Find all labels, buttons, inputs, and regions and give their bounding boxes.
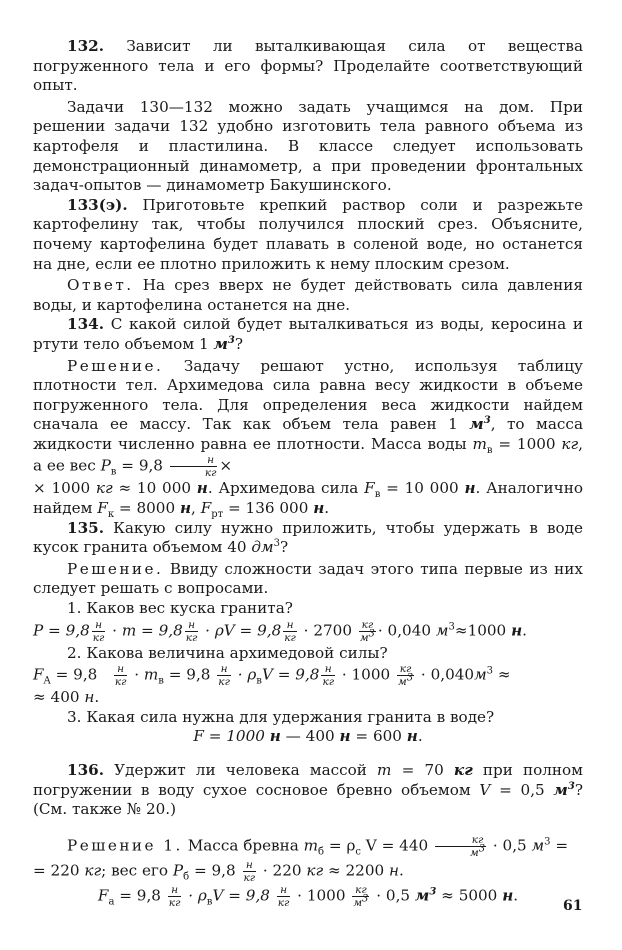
solution-text: . Аналогично найдем [33,479,583,518]
fraction-numerator: н [114,663,128,676]
formula: · 2700 [298,621,357,640]
solution-text: = 9,8 [116,456,168,475]
formula: · 1000 [337,665,395,684]
problem-text: Удержит ли человека массой [104,761,378,779]
teacher-note-132: Задачи 130—132 можно задать учащимся на дом. При решении задачи 132 удобно изготовить тела равного объема из картофеля и пластилина. В классе следует использовать демонстрационный динамометр, а при проведении фронтальных задач-опытов — динамометр Бакушинского. [33,97,583,195]
unit: м [353,896,363,909]
fraction-denominator [397,672,414,689]
unit: дм [251,538,274,557]
fraction-numerator: н [217,663,231,676]
symbol: P [100,456,111,475]
solution-text: = 220 [33,861,85,880]
subscript: в [256,675,262,687]
fraction [283,619,297,644]
problem-136 [33,761,583,820]
fraction-numerator: н [321,663,335,676]
question-3: 3. Какая сила нужна для удержания гранита в воде? [67,707,495,726]
problem-135 [33,519,583,558]
exponent: 3 [567,780,575,792]
formula: ≈ 5000 [436,886,503,905]
formula: F = 1000 [193,727,270,746]
subscript: б [183,871,190,883]
solution-text: = 9,8 [189,861,241,880]
solution-text: = 10 000 [380,479,465,498]
unit: кг [84,861,102,880]
symbol: V [479,780,491,799]
formula: · 0,5 [371,886,415,905]
solution-text: , [191,499,201,518]
solution-134-cont [33,479,583,521]
solution-134 [33,357,583,480]
formula: · ρ [183,886,207,905]
symbol: m [377,761,392,779]
problem-text: ? [234,334,244,353]
unit: н [269,727,281,746]
question-2: 2. Какова величина архимедовой силы? [67,643,388,662]
unit: м [474,665,487,684]
solution-text: Ввиду сложности задач этого типа первые из них следует решать с вопросами. [33,559,583,598]
exponent: 3 [544,836,551,848]
problem-text: = 70 [391,761,454,779]
formula: · 0,040 [416,665,475,684]
solution-text: = [550,836,569,855]
solution-text: × [219,456,233,475]
fraction-numerator: кг [359,619,376,632]
equation-3 [33,727,583,747]
solution-text: ≈ 10 000 [112,479,197,498]
fraction-denominator [352,893,369,909]
symbol: F [364,479,375,498]
fraction [397,663,414,688]
fraction [114,663,128,688]
unit: н [84,688,95,707]
unit: кг [561,434,579,453]
unit: м [213,334,228,353]
problem-text: ? [279,538,289,557]
exponent: 3 [273,538,280,550]
fraction-numerator: н [243,859,257,872]
formula: = 9,8 [114,886,166,905]
problem-number: 135. [67,518,104,537]
page-number: 61 [563,898,583,914]
subscript: б [318,846,325,858]
problem-number: 134. [67,315,104,334]
fraction-numerator: кг [435,834,486,847]
subscript: a [108,896,115,908]
fraction [359,619,376,644]
solution-label: Решение. [67,559,164,578]
exponent: 3 [486,665,494,677]
subscript: в [374,489,381,501]
problem-text: = 0,5 [490,780,554,799]
fraction-denominator: кг [284,631,296,644]
fraction [435,834,486,859]
fraction [243,859,257,884]
fraction-numerator: н [283,619,297,632]
problem-134 [33,315,583,354]
equation-2 [33,663,583,688]
solution-136 [33,834,583,859]
formula: . [522,621,527,640]
unit: кг [95,479,113,498]
fraction [185,619,199,644]
formula: = 9,8 [163,665,216,684]
unit: н [196,479,208,498]
formula: · ρ [232,665,257,684]
solution-text: = ρ [324,836,356,855]
formula: V = 9,8 [261,665,320,684]
solution-text: · 0,5 [488,836,532,855]
subscript: к [107,509,115,521]
formula: · 0,040 [377,621,436,640]
exponent: 3 [448,621,455,633]
equation-4 [33,884,583,909]
solution-text: . [399,861,404,880]
problem-text: при полном погружении в воду сухое сосновое бревно объемом [33,761,583,799]
fraction-denominator [435,843,486,859]
fraction-denominator: кг [322,676,335,689]
subscript: в [110,467,117,478]
equation-2-cont [33,688,583,708]
formula: · m = 9,8 [107,621,183,640]
unit: н [179,499,192,518]
exponent: 3 [227,334,235,346]
solution-label: Решение. [67,356,164,375]
fraction-denominator: кг [185,631,198,644]
formula: ≈ 400 [33,688,85,707]
formula: V = 9,8 [212,886,275,905]
formula: · 1000 [292,886,351,905]
equation-1 [33,619,583,644]
unit: н [511,621,523,640]
symbol: F [200,499,212,518]
fraction-numerator: н [185,619,199,632]
formula: F [33,665,44,684]
solution-text: V = 440 [360,836,433,855]
unit: н [464,479,476,498]
solution-text: ; вес его [101,861,173,880]
formula: . [94,688,100,707]
fraction-denominator: кг [204,467,217,480]
unit: м [531,836,545,855]
problem-number: 133(э). [67,195,128,214]
solution-text: · 220 [258,861,307,880]
fraction-denominator: кг [277,896,290,909]
unit: м [398,676,407,689]
problem-text: С какой силой будет выталкиваться из воды, керосина и ртути тело объемом 1 [33,315,583,353]
solution-text: × 1000 [33,479,96,498]
fraction-numerator: н [168,884,182,897]
unit: кг [306,861,324,880]
fraction-denominator: кг [92,631,105,644]
symbol: F [97,499,108,518]
exponent: 3 [368,628,375,640]
subscript: в [486,444,493,456]
formula: . [513,886,519,905]
unit: м [414,886,430,905]
exponent: 3 [429,886,437,898]
formula: — 400 [280,727,340,746]
formula: ≈1000 [454,621,512,640]
fraction-numerator: н [170,454,218,467]
fraction [352,884,369,909]
subscript: A [43,675,51,687]
fraction-denominator: кг [168,896,181,909]
unit: м [359,631,369,644]
solution-135 [33,560,583,599]
formula: . [417,727,423,746]
unit: н [339,727,351,746]
symbol: m [472,434,487,453]
solution-136-cont [33,859,583,884]
exponent: 3 [483,415,491,427]
fraction [217,663,231,688]
symbol: P [172,861,184,880]
unit: н [313,499,325,518]
exponent: 3 [478,843,486,855]
subscript: в [206,896,213,908]
formula: · ρV = 9,8 [200,621,282,640]
formula: = 600 [350,727,407,746]
fraction-numerator: н [92,619,106,632]
subscript: в [158,675,164,687]
problem-text: ? (См. также № 20.) [33,780,583,819]
solution-text: = 1000 [492,434,562,453]
solution-text: ≈ 2200 [323,861,390,880]
solution-text: Масса бревна [182,836,304,855]
fraction-denominator [359,628,376,644]
solution-label: Решение 1. [67,836,183,855]
formula: = 9,8 [50,665,103,684]
subscript: с [355,846,361,858]
solution-text: , то масса жидкости численно равна ее плотности. Масса воды [33,415,583,453]
fraction [92,619,106,644]
exponent: 3 [406,672,414,684]
formula: · m [129,665,159,684]
problem-number: 136. [67,761,104,779]
subscript: рт [211,509,224,521]
fraction [277,884,291,909]
solution-text: , а ее вес [33,434,583,475]
answer-133 [33,276,583,315]
answer-text: На срез вверх не будет действовать сила давления воды, и картофелина останется на дне. [33,276,583,314]
symbol: m [303,836,319,855]
solution-text: = 136 000 [223,499,314,518]
unit: н [502,886,514,905]
exponent: 3 [362,893,369,905]
unit: кг [453,761,473,779]
fraction [170,454,218,479]
unit: м [553,780,568,799]
unit: м [469,846,479,859]
unit: м [469,415,484,434]
problem-text: Приготовьте крепкий раствор соли и разрежьте картофелину так, чтобы получился плоский срез. Объясните, почему картофелина будет плавать в соленой воде, но останется на дне, если ее плотно приложить к нему плоским срезом. [33,195,583,273]
text-column [33,37,583,909]
solution-text: . Архимедова сила [207,479,365,498]
solution-text: = 8000 [114,499,180,518]
answer-label: Ответ. [67,276,134,295]
fraction [321,663,335,688]
problem-133 [33,196,583,274]
problem-text: Какую силу нужно приложить, чтобы удержать в воде кусок гранита объемом 40 [33,518,583,557]
formula: F [97,886,109,905]
fraction-denominator: кг [243,871,256,884]
fraction-numerator: кг [397,663,414,676]
solution-text: . [324,499,330,518]
unit: н [389,861,400,880]
problem-132 [33,37,583,96]
fraction-numerator: н [277,884,291,897]
fraction-numerator: кг [352,884,369,897]
formula: P = 9,8 [33,621,90,640]
fraction-denominator: кг [114,676,127,689]
unit: м [435,621,449,640]
fraction [168,884,182,909]
formula: ≈ [493,665,511,684]
problem-text: Зависит ли выталкивающая сила от вещества погруженного тела и его формы? Проделайте соответствующий опыт. [33,37,583,95]
question-1: 1. Каков вес куска гранита? [67,599,293,618]
unit: н [406,727,418,746]
fraction-denominator: кг [218,676,230,689]
problem-number: 132. [67,37,104,55]
solution-text: Задачу решают устно, используя таблицу плотности тел. Архимедова сила равна весу жидкости в объеме погруженного тела. Для определения веса жидкости найдем сначала ее массу. Так как объем тела равен 1 [33,356,583,434]
